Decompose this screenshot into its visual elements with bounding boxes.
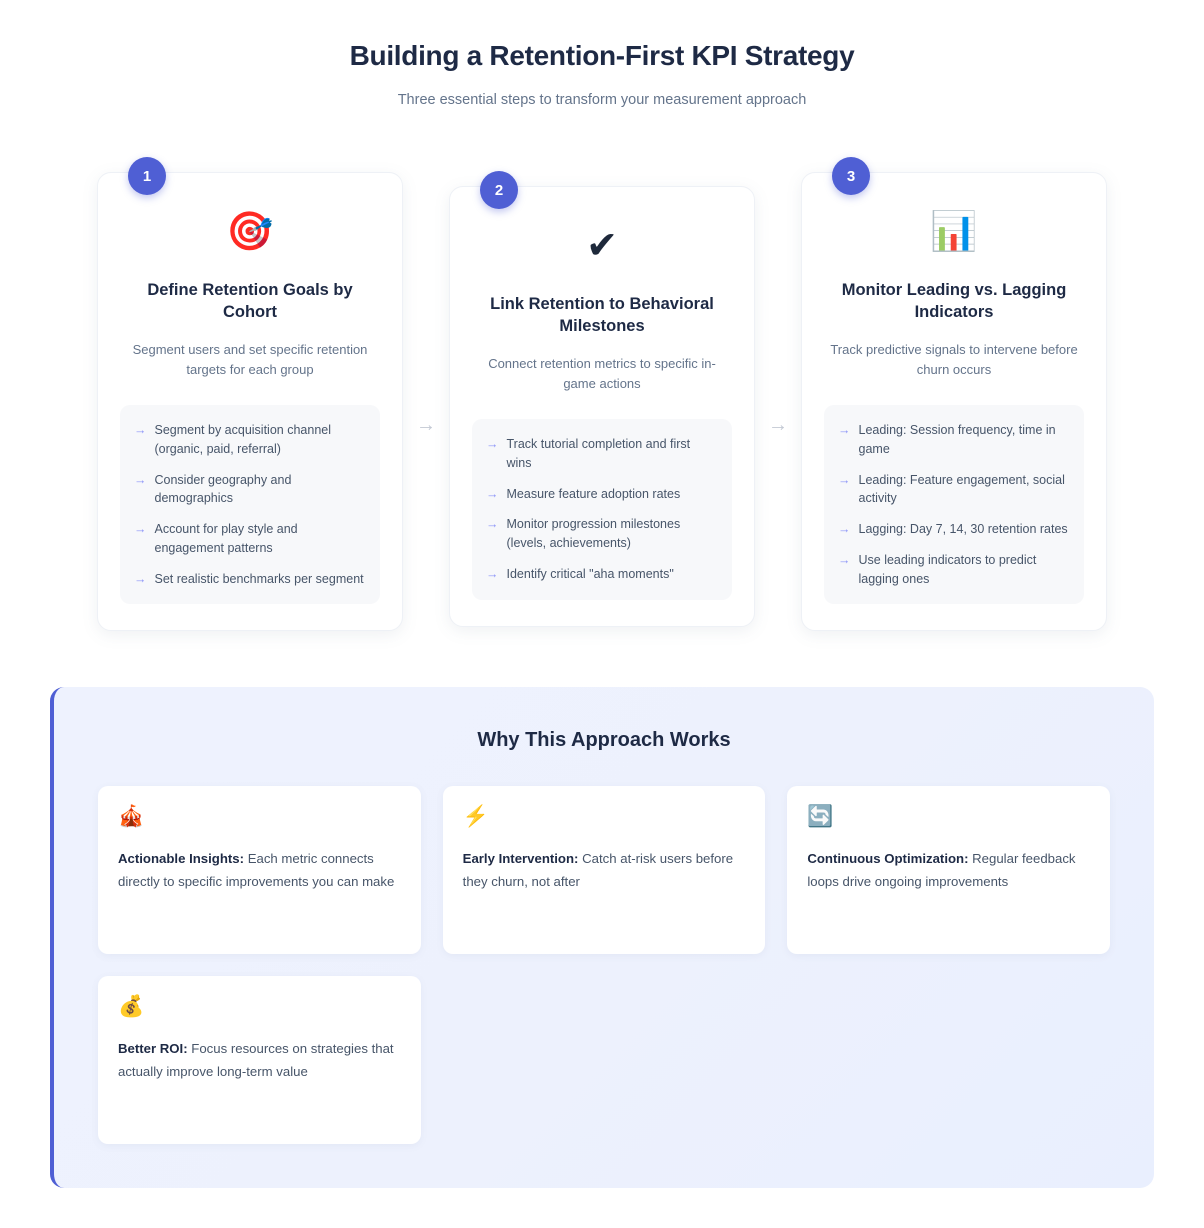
why-card-label: Better ROI:	[118, 1041, 188, 1057]
arrow-right-icon: →	[838, 423, 851, 438]
list-item-text: Leading: Feature engagement, social activity	[858, 472, 1065, 506]
circus-tent-icon: 🎪	[118, 805, 145, 829]
list-item-text: Consider geography and demographics	[154, 472, 292, 506]
arrow-right-icon: →	[486, 517, 499, 532]
step-title: Monitor Leading vs. Lagging Indicators	[841, 281, 1067, 322]
list-item	[486, 565, 718, 584]
arrow-right-icon: →	[486, 566, 499, 581]
list-item-text: Use leading indicators to predict lagging ones	[858, 552, 1037, 586]
why-card	[787, 786, 1110, 954]
step-1	[97, 154, 403, 631]
arrow-right-icon: →	[768, 414, 788, 436]
steps-row	[50, 154, 1154, 631]
why-card-text	[807, 847, 1090, 893]
arrow-right-icon: →	[134, 472, 147, 487]
list-item	[486, 485, 718, 504]
why-card-body: Catch at-risk users before they churn, not after	[462, 851, 734, 890]
list-item-text: Identify critical "aha moments"	[506, 566, 674, 581]
refresh-cycle-icon: 🔄	[807, 805, 834, 829]
list-item	[134, 421, 366, 459]
why-card-label: Continuous Optimization:	[807, 851, 969, 867]
why-card	[98, 976, 421, 1144]
arrow-right-icon: →	[486, 437, 499, 452]
step-connector-1	[403, 154, 449, 437]
list-item-text: Leading: Session frequency, time in game	[858, 423, 1056, 456]
money-bag-icon: 💰	[118, 995, 145, 1019]
page-title: Building a Retention-First KPI Strategy	[349, 40, 855, 71]
arrow-right-icon: →	[486, 486, 499, 501]
step-card	[97, 167, 403, 631]
page-header	[50, 40, 1154, 108]
list-item-text: Track tutorial completion and first wins	[506, 437, 691, 470]
step-2	[449, 154, 755, 627]
list-item	[134, 520, 366, 558]
step-card	[449, 181, 755, 627]
lightning-bolt-icon: ⚡	[462, 805, 489, 829]
arrow-right-icon: →	[134, 522, 147, 537]
why-card-text	[463, 847, 746, 893]
step-bullet-list	[824, 405, 1084, 604]
why-card-grid	[98, 786, 1110, 1144]
list-item	[486, 515, 718, 553]
why-card-text	[118, 847, 401, 893]
step-number-badge: 2	[480, 171, 518, 209]
arrow-right-icon: →	[838, 522, 851, 537]
list-item-text: Monitor progression milestones (levels, achievements)	[506, 517, 681, 551]
list-item	[838, 471, 1070, 509]
list-item	[838, 551, 1070, 589]
step-description: Segment users and set specific retention targets for each group	[132, 341, 368, 378]
list-item	[838, 520, 1070, 539]
list-item-text: Account for play style and engagement patterns	[154, 522, 298, 555]
why-card-body: Focus resources on strategies that actually improve long-term value	[118, 1041, 394, 1080]
step-number-badge: 3	[832, 157, 870, 195]
why-card-body: Each metric connects directly to specific improvements you can make	[118, 851, 395, 890]
list-item	[486, 435, 718, 473]
step-bullet-list	[120, 405, 380, 604]
bar-chart-icon: 📊	[930, 211, 978, 253]
arrow-right-icon: →	[416, 414, 436, 436]
why-card-label: Early Intervention:	[462, 851, 579, 867]
step-title: Define Retention Goals by Cohort	[147, 281, 353, 322]
why-card-body: Regular feedback loops drive ongoing improvements	[807, 851, 1076, 890]
why-card	[443, 786, 766, 954]
step-card	[801, 167, 1107, 631]
why-card-label: Actionable Insights:	[118, 851, 245, 867]
list-item-text: Set realistic benchmarks per segment	[154, 571, 364, 586]
why-card	[98, 786, 421, 954]
why-card-text	[118, 1037, 401, 1083]
list-item-text: Segment by acquisition channel (organic, paid, referral)	[154, 423, 332, 456]
why-section	[50, 687, 1154, 1188]
arrow-right-icon: →	[838, 472, 851, 487]
page-subtitle: Three essential steps to transform your measurement approach	[397, 92, 807, 108]
target-dart-icon: 🎯	[226, 211, 274, 253]
list-item-text: Lagging: Day 7, 14, 30 retention rates	[858, 522, 1068, 537]
arrow-right-icon: →	[838, 552, 851, 567]
step-bullet-list	[472, 419, 732, 600]
checkmark-icon: ✔	[586, 225, 618, 267]
list-item-text: Measure feature adoption rates	[506, 486, 681, 501]
step-title: Link Retention to Behavioral Milestones	[490, 295, 714, 336]
arrow-right-icon: →	[134, 571, 147, 586]
step-number-badge: 1	[128, 157, 166, 195]
list-item	[134, 570, 366, 589]
list-item	[134, 471, 366, 509]
step-connector-2	[755, 154, 801, 437]
arrow-right-icon: →	[134, 423, 147, 438]
why-section-title: Why This Approach Works	[477, 729, 731, 752]
step-description: Connect retention metrics to specific in-game actions	[488, 355, 716, 392]
list-item	[838, 421, 1070, 459]
step-3	[801, 154, 1107, 631]
step-description: Track predictive signals to intervene before churn occurs	[830, 341, 1078, 378]
